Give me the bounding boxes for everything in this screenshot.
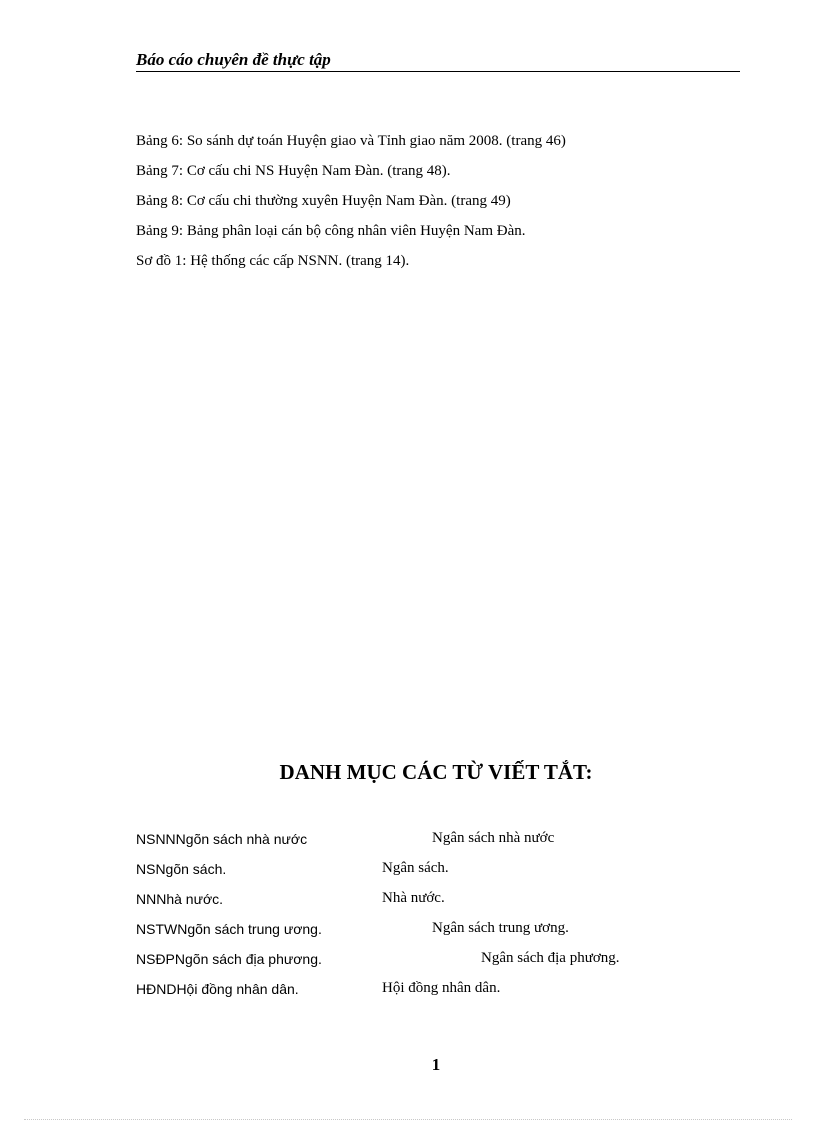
header-rule xyxy=(136,71,740,72)
toc-item: Sơ đồ 1: Hệ thống các cấp NSNN. (trang 14). xyxy=(136,253,410,269)
abbreviation-definition: Ngân sách địa phương. xyxy=(481,950,620,966)
abbreviation-definition: Ngân sách nhà nước xyxy=(432,830,555,846)
abbreviation-term: NSNgõn sách. xyxy=(136,861,227,877)
header-title: Báo cáo chuyên đề thực tập xyxy=(136,50,331,69)
abbreviation-definition: Nhà nước. xyxy=(382,890,445,906)
toc-item: Bảng 8: Cơ cấu chi thường xuyên Huyện Nam Đàn. (trang 49) xyxy=(136,193,511,209)
abbreviation-term: NNNhà nước. xyxy=(136,891,224,907)
toc-item: Bảng 9: Bảng phân loại cán bộ công nhân viên Huyện Nam Đàn. xyxy=(136,223,526,239)
abbreviation-term: NSNNNgõn sách nhà nước xyxy=(136,831,308,847)
abbreviation-definition: Ngân sách trung ương. xyxy=(432,920,569,936)
toc-item: Bảng 7: Cơ cấu chi NS Huyện Nam Đàn. (trang 48). xyxy=(136,163,451,179)
abbreviation-definition: Ngân sách. xyxy=(382,860,449,876)
abbreviation-term: NSTWNgõn sách trung ương. xyxy=(136,921,322,937)
page-number: 1 xyxy=(431,1055,441,1074)
toc-item: Bảng 6: So sánh dự toán Huyện giao và Tỉnh giao năm 2008. (trang 46) xyxy=(136,133,566,149)
abbreviation-term: NSĐPNgõn sách địa phương. xyxy=(136,951,322,967)
abbreviations-heading: DANH MỤC CÁC TỪ VIẾT TẮT: xyxy=(279,760,593,784)
abbreviation-definition: Hội đồng nhân dân. xyxy=(382,980,501,996)
abbreviation-term: HĐNDHội đồng nhân dân. xyxy=(136,981,299,997)
page-bottom-border xyxy=(24,1119,792,1120)
